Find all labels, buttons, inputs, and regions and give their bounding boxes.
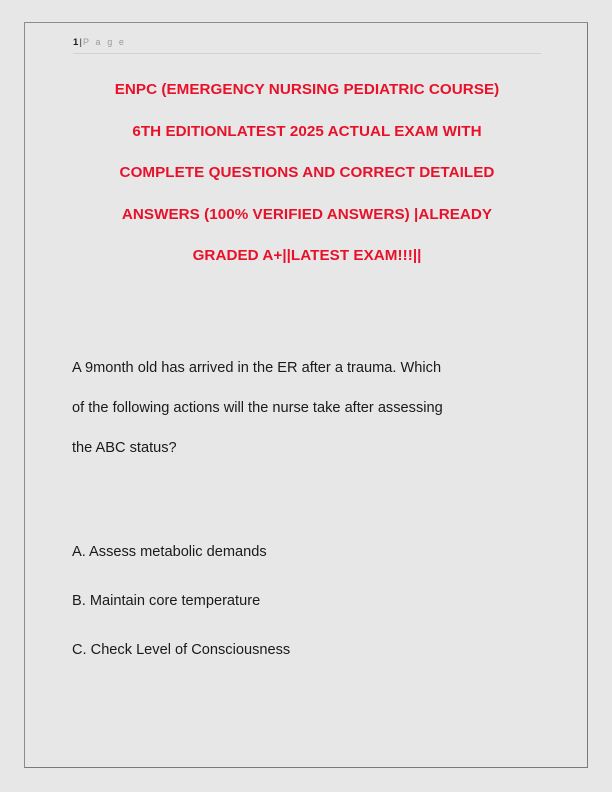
question-line-1: A 9month old has arrived in the ER after a trauma. Which	[72, 360, 442, 376]
running-header	[73, 36, 541, 49]
title-line-4: ANSWERS (100% VERIFIED ANSWERS) |ALREADY	[121, 205, 493, 223]
header-separator: |	[79, 37, 82, 48]
header-page-word: P a g e	[82, 37, 127, 47]
header-divider	[73, 53, 541, 54]
document-page	[24, 22, 588, 768]
question-line-2: of the following actions will the nurse take after assessing	[72, 400, 443, 416]
header-page-number: 1	[73, 37, 79, 48]
header-page-label	[73, 36, 541, 49]
title-line-2: 6TH EDITIONLATEST 2025 ACTUAL EXAM WITH	[132, 122, 482, 140]
answer-option-a: A. Assess metabolic demands	[72, 544, 267, 560]
question-line-3: the ABC status?	[72, 440, 177, 456]
answer-option-c: C. Check Level of Consciousness	[72, 642, 291, 658]
page-content-area	[25, 23, 587, 767]
title-line-5: GRADED A+||LATEST EXAM!!!||	[192, 247, 422, 264]
document-title	[69, 69, 545, 277]
answer-options	[72, 528, 548, 675]
answer-option-b: B. Maintain core temperature	[72, 593, 261, 609]
title-line-3: COMPLETE QUESTIONS AND CORRECT DETAILED	[119, 164, 495, 181]
question-paragraph	[72, 348, 548, 468]
title-line-1: ENPC (EMERGENCY NURSING PEDIATRIC COURSE)	[114, 81, 500, 98]
